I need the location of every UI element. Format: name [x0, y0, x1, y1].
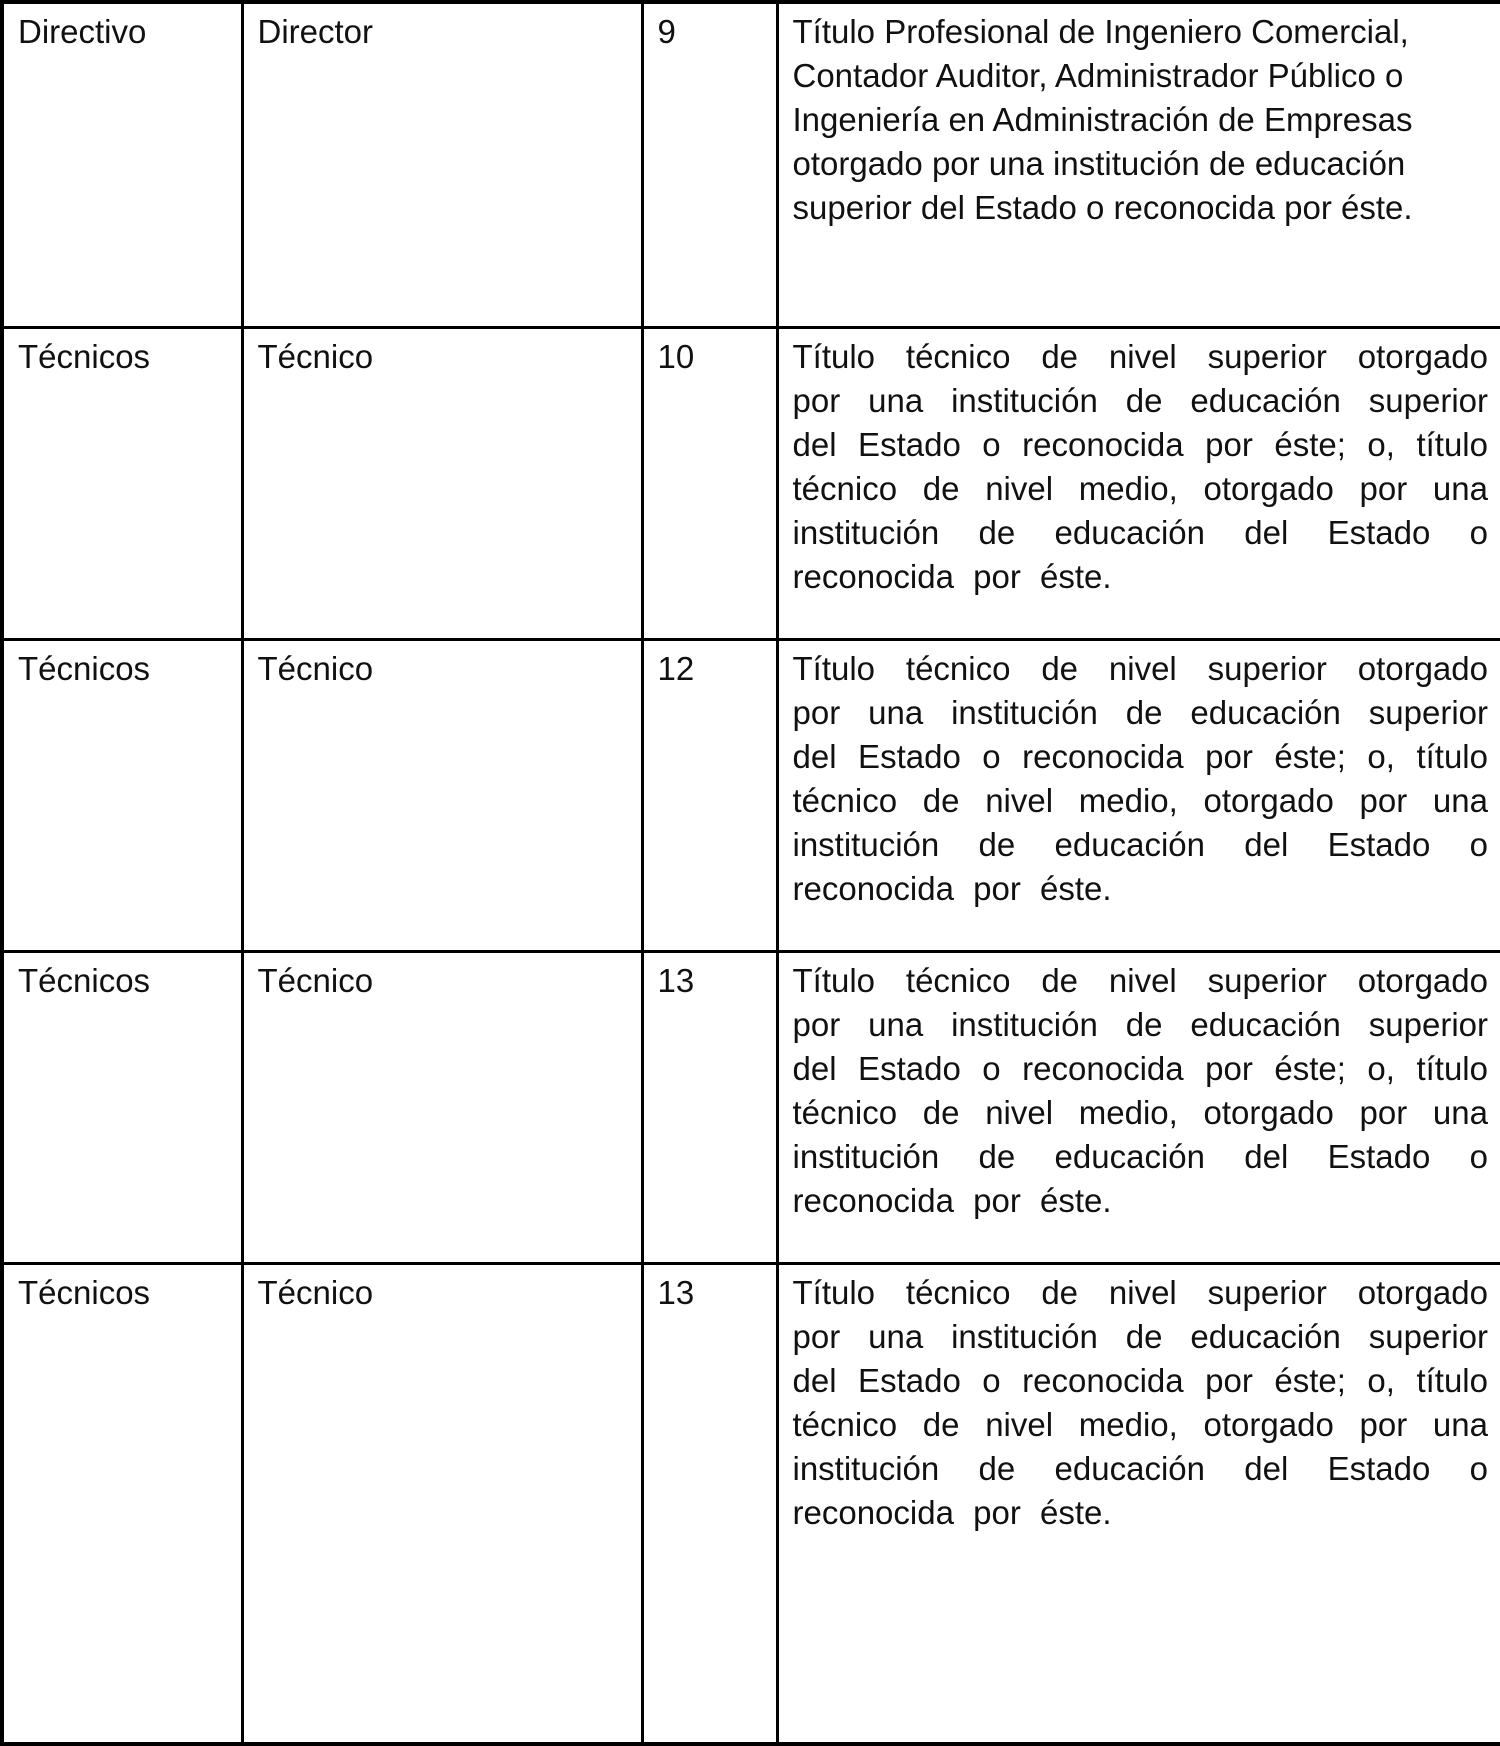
category-cell: Técnicos [2, 327, 242, 639]
table-row [2, 2, 1500, 327]
table-row [2, 327, 1500, 639]
position-cell: Técnico [242, 951, 642, 1263]
grade-cell: 12 [642, 639, 777, 951]
position-cell: Técnico [242, 327, 642, 639]
grade-cell: 10 [642, 327, 777, 639]
position-cell: Técnico [242, 639, 642, 951]
position-cell: Director [242, 2, 642, 327]
grade-cell: 13 [642, 1263, 777, 1744]
category-cell: Técnicos [2, 639, 242, 951]
grade-cell: 13 [642, 951, 777, 1263]
requirements-cell: Título técnico de nivel superior otorgado por una institución de educación superior del Estado o reconocida por éste; o, título técnico de nivel medio, otorgado por una institución de educación del Estado o reconocida por éste. [777, 951, 1500, 1263]
table-row [2, 951, 1500, 1263]
category-cell: Directivo [2, 2, 242, 327]
position-cell: Técnico [242, 1263, 642, 1744]
category-cell: Técnicos [2, 1263, 242, 1744]
grade-cell: 9 [642, 2, 777, 327]
requirements-cell: Título Profesional de Ingeniero Comercial, Contador Auditor, Administrador Público o Ingeniería en Administración de Empresas otorgado por una institución de educación superior del Estado o reconocida por éste. [777, 2, 1500, 327]
requirements-cell: Título técnico de nivel superior otorgado por una institución de educación superior del Estado o reconocida por éste; o, título técnico de nivel medio, otorgado por una institución de educación del Estado o reconocida por éste. [777, 639, 1500, 951]
table-row [2, 1263, 1500, 1744]
requirements-cell: Título técnico de nivel superior otorgado por una institución de educación superior del Estado o reconocida por éste; o, título técnico de nivel medio, otorgado por una institución de educación del Estado o reconocida por éste. [777, 1263, 1500, 1744]
category-cell: Técnicos [2, 951, 242, 1263]
table-row [2, 639, 1500, 951]
requirements-cell: Título técnico de nivel superior otorgado por una institución de educación superior del Estado o reconocida por éste; o, título técnico de nivel medio, otorgado por una institución de educación del Estado o reconocida por éste. [777, 327, 1500, 639]
